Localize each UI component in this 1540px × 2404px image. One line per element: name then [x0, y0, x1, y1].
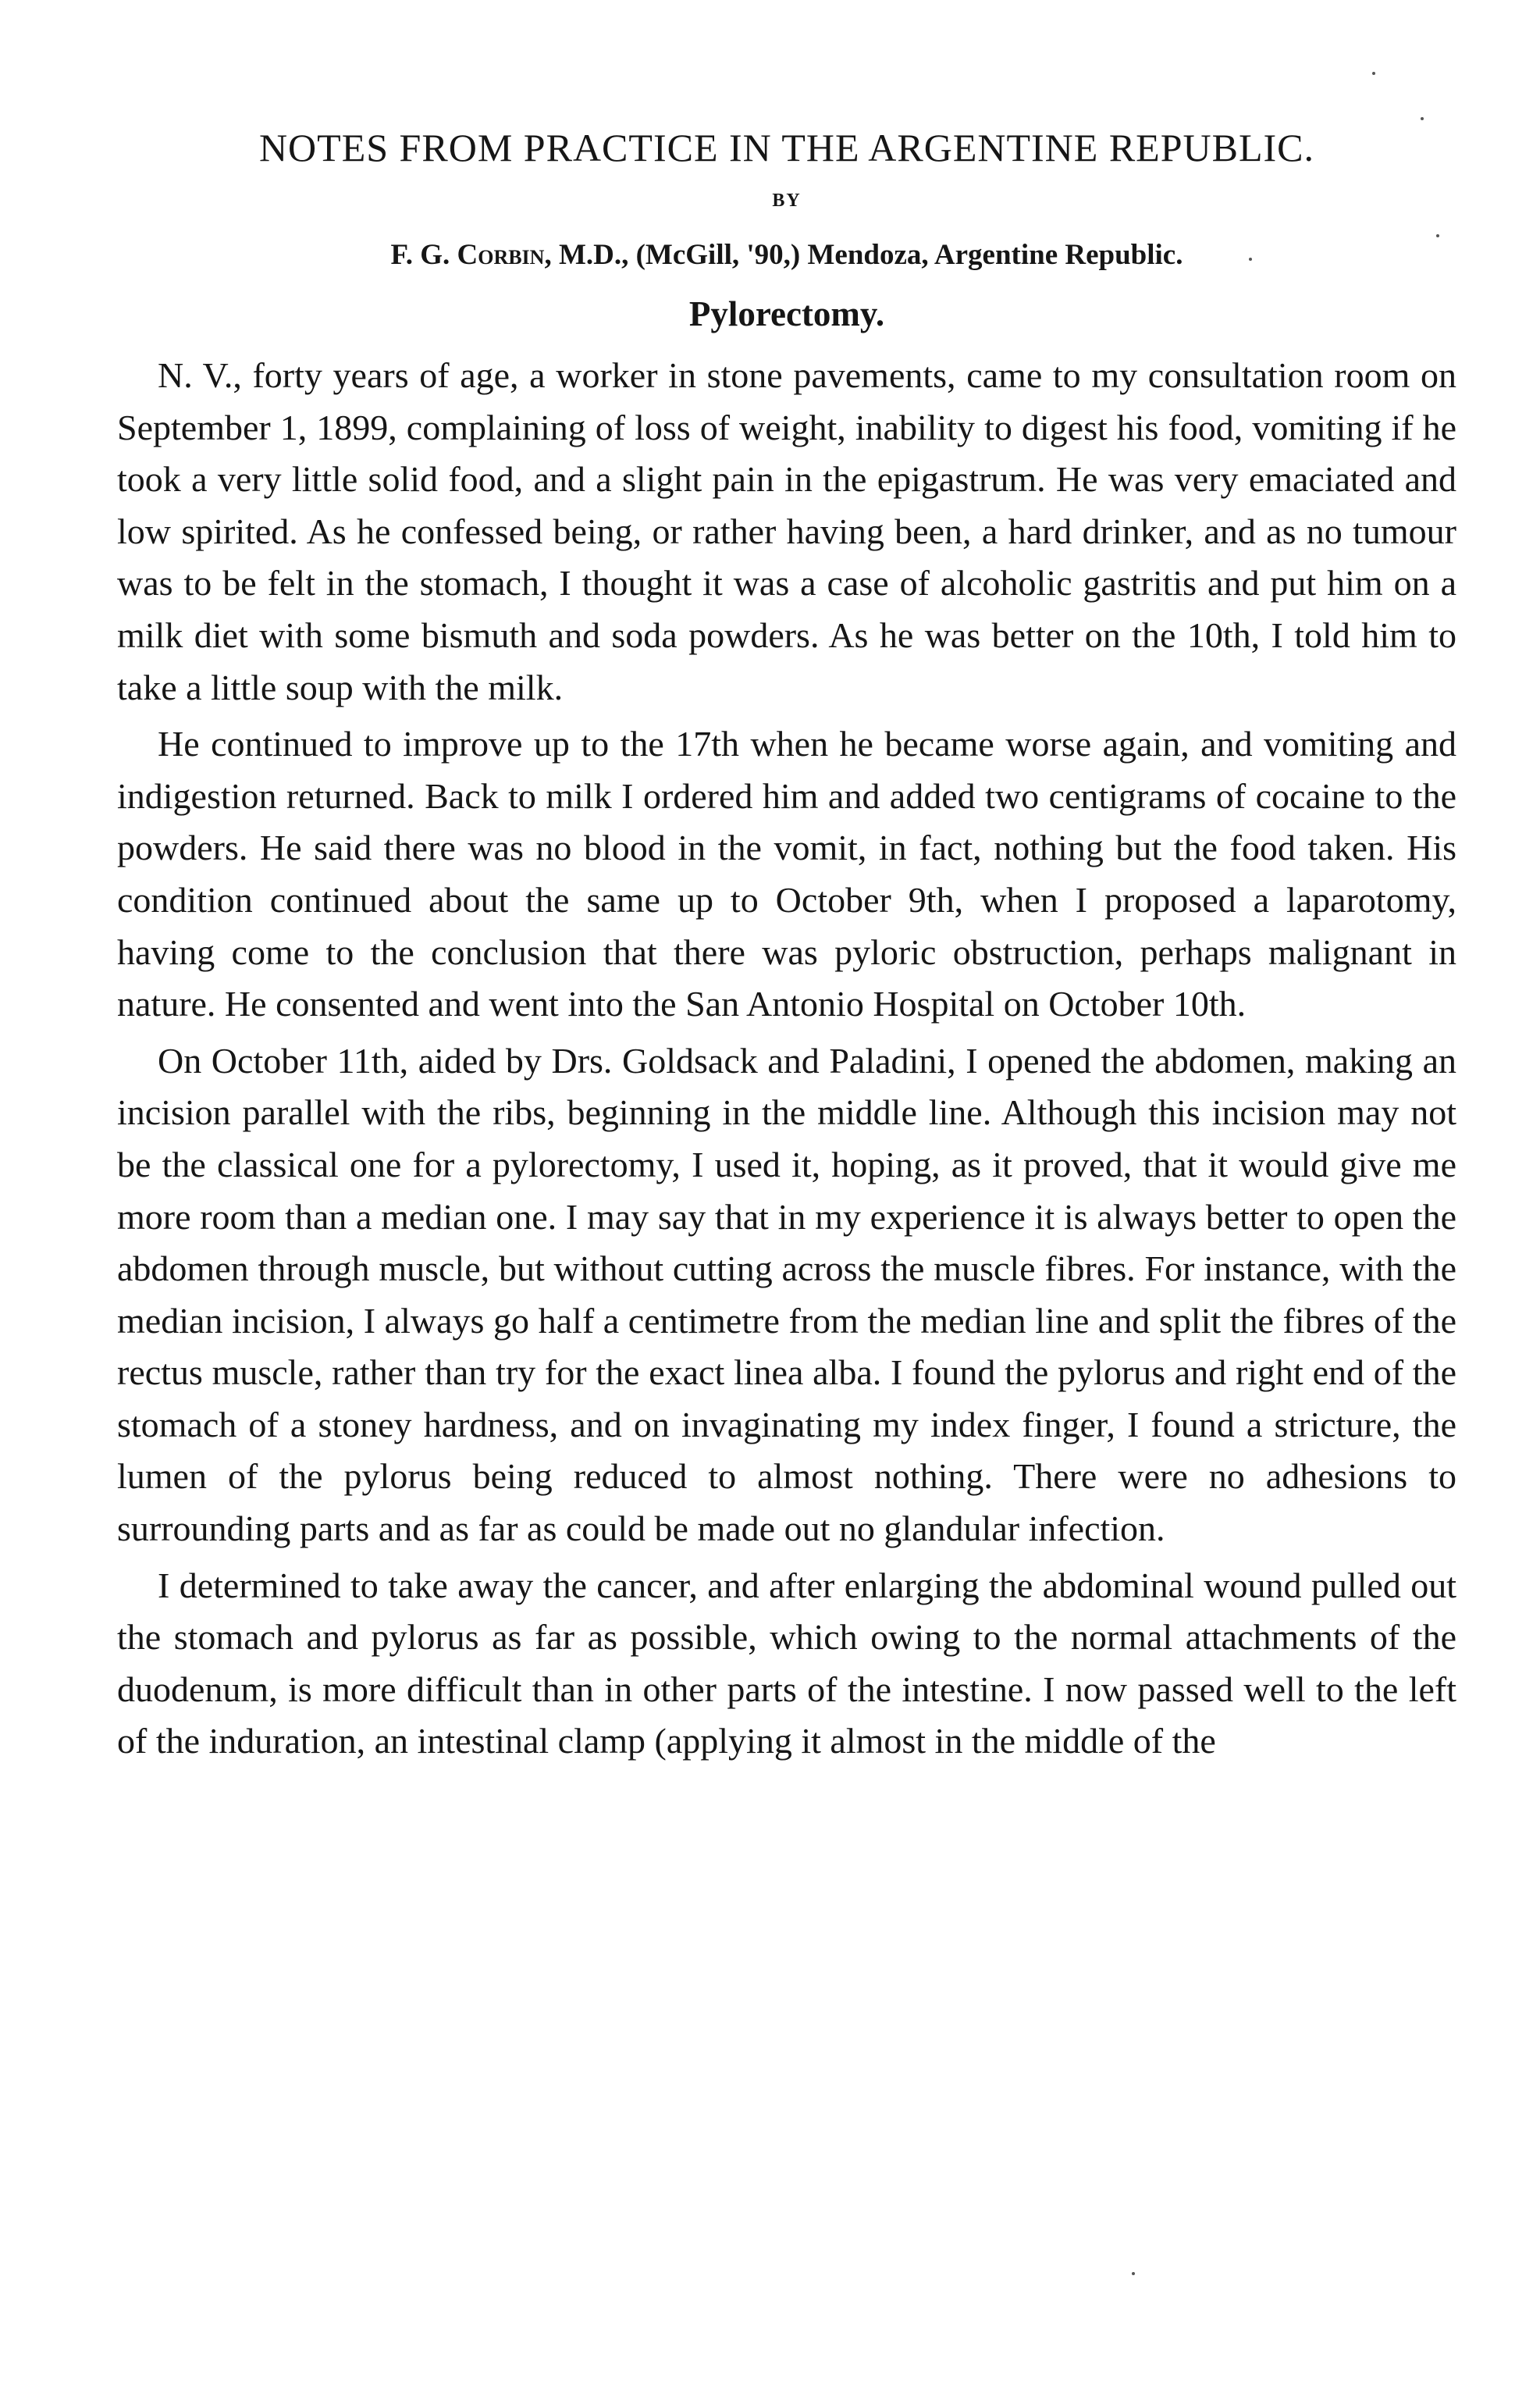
scan-speck	[1372, 72, 1375, 75]
page	[117, 125, 1456, 1772]
section-heading: Pylorectomy.	[688, 294, 885, 333]
paragraph: On October 11th, aided by Drs. Goldsack and Paladini, I opened the abdomen, making an incision parallel with the ribs, beginning in the middle line. Although this incision may not be the classical one for a pylorectomy, I used it, hoping, as it proved, that it would give me more room than a median one. I may say that in my experience it is always better to open the abdomen through muscle, but without cutting across the muscle fibres. For instance, with the median incision, I always go half a centimetre from the median line and split the fibres of the rectus muscle, rather than try for the exact linea alba. I found the pylorus and right end of the stomach of a stoney hardness, and on invaginating my index finger, I found a stricture, the lumen of the pylorus being reduced to almost nothing. There were no adhesions to surrounding parts and as far as could be made out no glandular infection.	[117, 1040, 1456, 1549]
scan-speck	[1436, 234, 1439, 237]
paragraph: He continued to improve up to the 17th when he became worse again, and vomiting and indigestion returned. Back to milk I ordered him and added two centigrams of cocaine to the powders. He said there was no blood in the vomit, in fact, nothing but the food taken. His condition continued about the same up to October 9th, when I proposed a laparotomy, having come to the conclusion that there was pyloric obstruction, perhaps malignant in nature. He consented and went into the San Antonio Hospital on October 10th.	[117, 724, 1456, 1024]
paragraph: N. V., forty years of age, a worker in stone pavements, came to my consultation room on September 1, 1899, complaining of loss of weight, inability to digest his food, vomiting if he took a very little solid food, and a slight pain in the epigastrum. He was very emaciated and low spirited. As he confessed being, or rather having been, a hard drinker, and as no tumour was to be felt in the stomach, I thought it was a case of alcoholic gastritis and put him on a milk diet with some bismuth and soda powders. As he was better on the 10th, I told him to take a little soup with the milk.	[117, 355, 1456, 707]
author-name: F. G. Corbin	[390, 239, 545, 271]
body-text	[117, 350, 1456, 1768]
scan-speck	[1249, 258, 1252, 261]
scan-speck	[1132, 2272, 1135, 2275]
author-credentials: , M.D., (McGill, '90,) Mendoza, Argentine Republic.	[544, 239, 1183, 271]
byline-label: BY	[772, 191, 802, 211]
article-title: NOTES FROM PRACTICE IN THE ARGENTINE REPUBLIC.	[258, 126, 1315, 169]
author-line	[117, 238, 1456, 272]
scan-speck	[1421, 117, 1424, 120]
paragraph: I determined to take away the cancer, and after enlarging the abdominal wound pulled out the stomach and pylorus as far as possible, which owing to the normal attachments of the duodenum, is more difficult than in other parts of the intestine. I now passed well to the left of the induration, an intestinal clamp (applying it almost in the middle of the	[117, 1565, 1456, 1761]
